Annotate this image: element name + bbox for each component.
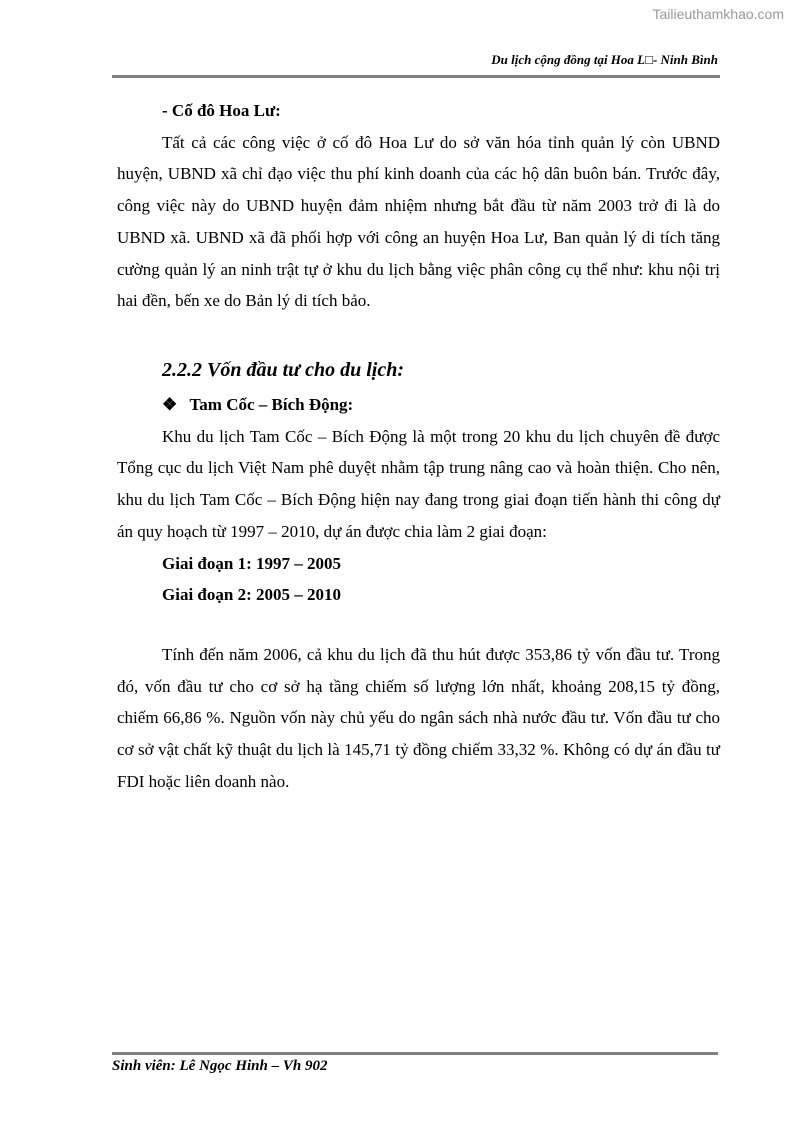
header-rule [112,75,720,78]
section-heading: - Cố đô Hoa Lư: [162,101,281,120]
phase-1: Giai đoạn 1: 1997 – 2005 [162,553,341,573]
footer-rule [112,1052,718,1055]
watermark: Tailieuthamkhao.com [652,6,784,22]
section-von-dau-tu [117,355,720,797]
subheading-text: Tam Cốc – Bích Động: [189,395,354,414]
section-heading: 2.2.2 Vốn đầu tư cho du lịch: [162,359,405,381]
paragraph: Tính đến năm 2006, cả khu du lịch đã thu hút được 353,86 tỷ vốn đầu tư. Trong đó, vốn đầu tư cho cơ sở hạ tầng chiếm số lượng lớn nhất, khoảng 208,15 tỷ đồng, chiếm 66,86 %. Nguồn vốn này chủ yếu do ngân sách nhà nước đầu tư. Vốn đầu tư cho cơ sở vật chất kỹ thuật du lịch là 145,71 tỷ đồng chiếm 33,32 %. Không có dự án đầu tư FDI hoặc liên doanh nào. [117,644,720,791]
diamond-bullet-icon: ❖ [162,395,178,414]
subheading [117,389,720,421]
paragraph: Tất cả các công việc ở cố đô Hoa Lư do sở văn hóa tỉnh quản lý còn UBND huyện, UBND xã chỉ đạo việc thu phí kinh doanh của các hộ dân buôn bán. Trước đây, công việc này do UBND huyện đảm nhiệm nhưng bắt đầu từ năm 2003 trở đi là do UBND xã. UBND xã đã phối hợp với công an huyện Hoa Lư, Ban quản lý di tích tăng cường quản lý an ninh trật tự ở khu du lịch bằng việc phân công cụ thể như: khu nội trị hai đền, bến xe do Bản lý di tích bảo. [117,132,720,311]
section-co-do-hoa-lu [117,95,720,317]
paragraph: Khu du lịch Tam Cốc – Bích Động là một trong 20 khu du lịch chuyên đề được Tổng cục du lịch Việt Nam phê duyệt nhằm tập trung nâng cao và hoàn thiện. Cho nên, khu du lịch Tam Cốc – Bích Động hiện nay đang trong giai đoạn tiến hành thi công dự án quy hoạch từ 1997 – 2010, dự án được chia làm 2 giai đoạn: [117,426,720,541]
footer-text: Sinh viên: Lê Ngọc Hinh – Vh 902 [112,1058,328,1074]
running-header: Du lịch cộng đồng tại Hoa L□- Ninh Bình [491,52,718,67]
phase-2: Giai đoạn 2: 2005 – 2010 [162,585,341,605]
